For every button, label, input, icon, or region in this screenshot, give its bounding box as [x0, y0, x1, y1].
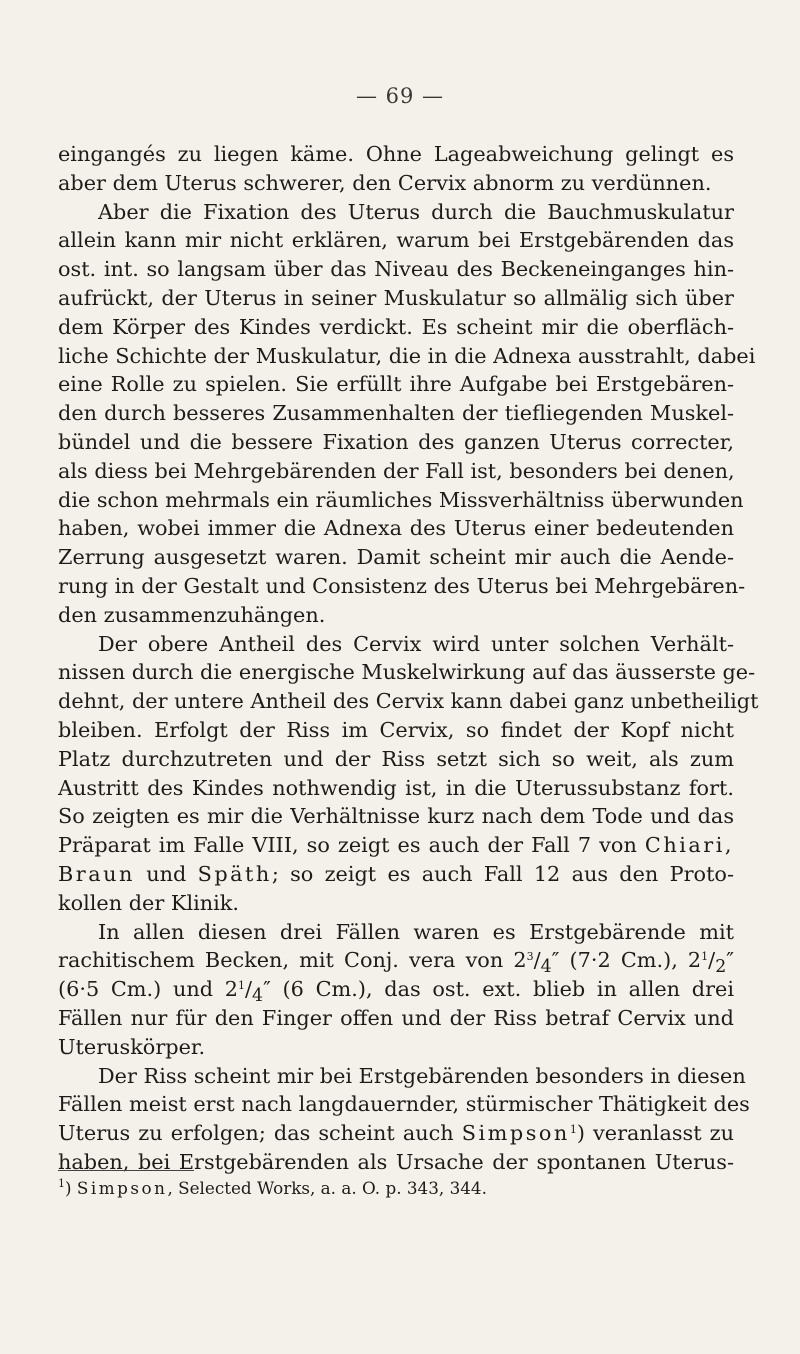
text-line: Fällen nur für den Finger offen und der Riss betraf Cervix und	[58, 1005, 734, 1030]
text-line: den durch besseres Zusammenhalten der tiefliegenden Muskel-	[58, 401, 734, 426]
text-line: Austritt des Kindes nothwendig ist, in die Uterussubstanz fort.	[58, 775, 734, 800]
fraction-denominator: 4	[252, 986, 264, 1007]
text-line: aufrückt, der Uterus in seiner Muskulatur so allmälig sich über	[58, 285, 734, 310]
footnote-author: Simpson	[76, 1178, 168, 1198]
text-line: die schon mehrmals ein räumliches Missverhältniss überwunden	[58, 487, 744, 512]
author-name: Braun	[58, 861, 135, 886]
text-segment: veranlasst zu	[593, 1121, 734, 1146]
text-line: So zeigten es mir die Verhältnisse kurz nach dem Tode und das	[58, 804, 734, 829]
body-text	[58, 140, 759, 1177]
page-number: — 69 —	[355, 84, 445, 108]
text-segment: und	[146, 861, 187, 886]
fraction-slash: /	[708, 948, 716, 973]
text-segment: Uterus zu erfolgen; das scheint auch	[58, 1121, 454, 1146]
fraction-slash: /	[533, 948, 541, 973]
text-line: dem Körper des Kindes verdickt. Es scheint mir die oberfläch-	[58, 314, 734, 339]
text-segment: rachitischem Becken, mit Conj. vera von 2	[58, 948, 527, 973]
text-line: Fällen meist erst nach langdauernder, stürmischer Thätigkeit des	[58, 1092, 750, 1117]
text-line: rung in der Gestalt und Consistenz des Uterus bei Mehrgebären-	[58, 573, 746, 598]
text-line	[58, 946, 734, 978]
text-line: kollen der Klinik.	[58, 890, 240, 915]
author-name: Chiari,	[644, 833, 734, 858]
text-segment: ″ (7·2 Cm.), 2	[551, 948, 702, 973]
text-line: Aber die Fixation des Uterus durch die Bauchmuskulatur	[98, 199, 734, 224]
text-line: dehnt, der untere Antheil des Cervix kann dabei ganz unbetheiligt	[58, 689, 759, 714]
text-line: bündel und die bessere Fixation des ganzen Uterus correcter,	[58, 429, 734, 454]
text-line: allein kann mir nicht erklären, warum bei Erstgebärenden das	[58, 228, 734, 253]
text-line: haben, bei Erstgebärenden als Ursache der spontanen Uterus-	[58, 1149, 734, 1174]
text-line: Der obere Antheil des Cervix wird unter solchen Verhält-	[98, 631, 734, 656]
text-line: eine Rolle zu spielen. Sie erfüllt ihre Aufgabe bei Erstgebären-	[58, 372, 734, 397]
footnote	[58, 1177, 734, 1199]
text-segment: Präparat im Falle VIII, so zeigt es auch der Fall 7 von	[58, 833, 637, 858]
text-line: In allen diesen drei Fällen waren es Erstgebärende mit	[98, 919, 734, 944]
footnote-text: , Selected Works, a. a. O. p. 343, 344.	[167, 1178, 487, 1198]
text-line	[58, 831, 734, 860]
text-line: als diess bei Mehrgebärenden der Fall ist, besonders bei denen,	[58, 458, 735, 483]
text-segment: ″ (6 Cm.), das ost. ext. blieb in allen drei	[263, 977, 734, 1002]
text-segment: ; so zeigt es auch Fall 12 aus den Proto-	[271, 861, 734, 886]
text-line: ost. int. so langsam über das Niveau des Beckeneinganges hin-	[58, 257, 734, 282]
text-line: nissen durch die energische Muskelwirkung auf das äusserste ge-	[58, 660, 756, 685]
footnote-divider	[58, 1170, 194, 1171]
fraction-numerator: 1	[701, 950, 709, 964]
text-line: Der Riss scheint mir bei Erstgebärenden besonders in diesen	[98, 1063, 746, 1088]
text-line	[58, 975, 734, 1007]
text-line: eingangés zu liegen käme. Ohne Lageabweichung gelingt es	[58, 142, 734, 166]
footnote-marker-paren: )	[65, 1178, 72, 1198]
author-name: Späth	[197, 861, 272, 886]
text-line: Zerrung ausgesetzt waren. Damit scheint mir auch die Aende-	[58, 545, 734, 570]
text-line: haben, wobei immer die Adnexa des Uterus einer bedeutenden	[58, 516, 734, 541]
text-line: den zusammenzuhängen.	[58, 602, 326, 627]
text-line: Platz durchzutreten und der Riss setzt sich so weit, als zum	[58, 746, 734, 771]
fraction-denominator: 4	[540, 957, 552, 978]
text-line: Uteruskörper.	[58, 1034, 206, 1059]
fraction-denominator: 2	[715, 957, 727, 978]
author-name: Simpson	[461, 1121, 570, 1146]
text-segment: ″	[726, 948, 734, 973]
text-segment: (6·5 Cm.) und 2	[58, 977, 239, 1002]
footnote-ref-paren: )	[576, 1121, 585, 1146]
footnote-marker: 1	[58, 1177, 65, 1190]
fraction-slash: /	[245, 977, 253, 1002]
text-line: liche Schichte der Muskulatur, die in die Adnexa ausstrahlt, dabei	[58, 343, 756, 368]
text-line	[58, 1119, 734, 1148]
text-line: aber dem Uterus schwerer, den Cervix abnorm zu verdünnen.	[58, 170, 712, 195]
text-line	[58, 860, 734, 889]
fraction-numerator: 3	[526, 950, 534, 964]
footnote-ref: 1	[569, 1123, 577, 1137]
fraction-numerator: 1	[238, 979, 246, 993]
text-line: bleiben. Erfolgt der Riss im Cervix, so findet der Kopf nicht	[58, 717, 734, 742]
